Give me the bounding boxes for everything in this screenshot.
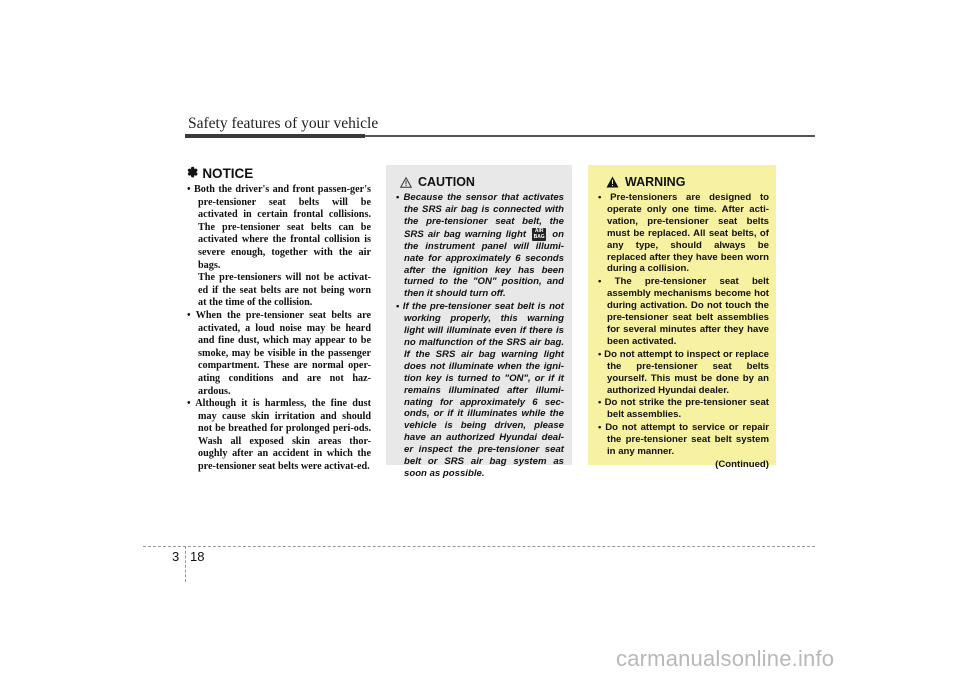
list-item xyxy=(596,397,769,421)
page-number: 18 xyxy=(190,549,205,564)
caution-box xyxy=(386,165,572,479)
notice-item-text: The pre-tensioners will not be activat-ed if the seat belts are not being worn at the time of the collision. xyxy=(198,272,371,309)
warning-item-text: Do not attempt to inspect or replace the pre-tensioner seat belts yourself. This must be done by an authorized Hyundai dealer. xyxy=(604,348,769,396)
notice-symbol-icon: ✽ xyxy=(187,165,199,180)
warning-item-text: Do not attempt to service or repair the pre-tensioner seat belt system in any manner. xyxy=(605,422,769,458)
footer-divider xyxy=(185,546,186,582)
notice-item-text: When the pre-tensioner seat belts are activated, a loud noise may be heard and fine dust, which may appear to be smoke, may be visible in the passenger compartment. These are normal oper-ating conditions and are not haz-ardous. xyxy=(195,309,371,397)
list-item xyxy=(187,398,371,474)
section-title: Safety features of your vehicle xyxy=(188,115,379,132)
caution-item-text: Because the sensor that activates the SRS air bag is connected with the pre-tensioner seat belt, the SRS air bag warning light xyxy=(403,192,564,240)
warning-triangle-icon xyxy=(606,176,619,188)
notice-title: NOTICE xyxy=(202,165,254,181)
notice-item-text: Both the driver's and front passen-ger's pre-tensioner seat belts will be activated in certain frontal collisions. The pre-tensioner seat belts can be activated where the frontal collision is severe enough, together with the air bags. xyxy=(193,184,371,271)
warning-item-text: Pre-tensioners are designed to operate only one time. After acti-vation, pre-tensioner seat belts must be replaced. All seat belts, of any type, should always be replaced after they have been worn during a collision. xyxy=(607,192,770,275)
caution-triangle-icon xyxy=(400,177,412,188)
caution-title: CAUTION xyxy=(418,175,475,189)
notice-heading xyxy=(187,165,371,181)
notice-section xyxy=(187,165,371,474)
footer-rule xyxy=(143,546,815,547)
chapter-number: 3 xyxy=(172,549,180,564)
warning-list xyxy=(596,192,769,458)
title-rule xyxy=(365,135,815,137)
warning-heading xyxy=(606,175,769,189)
list-item xyxy=(187,184,371,310)
title-underline xyxy=(185,134,365,138)
list-item xyxy=(394,301,564,480)
continued-label: (Continued) xyxy=(715,458,769,470)
warning-item-text: Do not strike the pre-tensioner seat belt assemblies. xyxy=(604,397,770,421)
caution-item-text: If the pre-tensioner seat belt is not working properly, this warning light will illuminate even if there is no malfunction of the SRS air bag. If the SRS air bag warning light does not illuminate when the igni-tion key is turned to "ON", or if it remains illuminated after illumi-nating for approximately 6 sec-onds, or if it illuminates while the vehicle is being driven, please have an authorized Hyundai deal-er inspect the pre-tensioner seat belt or SRS air bag system as soon as possible. xyxy=(402,301,564,479)
caution-list xyxy=(394,192,564,480)
list-item xyxy=(394,192,564,300)
list-item xyxy=(187,310,371,398)
caution-item-text: on the instrument panel will illumi-nate for approximately 6 seconds after the ignition key has been turned to the "ON" position, and then it should turn off. xyxy=(404,228,564,300)
caution-heading xyxy=(400,175,564,189)
watermark: carmanualsonline.info xyxy=(616,646,835,671)
list-item xyxy=(596,349,769,397)
list-item xyxy=(596,422,769,458)
airbag-warning-icon: AIR BAG xyxy=(533,227,545,240)
list-item xyxy=(596,192,769,275)
notice-item-text: Although it is harmless, the fine dust may cause skin irritation and should not be breathed for prolonged peri-ods. Wash all exposed skin areas thor-oughly after an accident in which the pre-tensioner seat belts were activat-ed. xyxy=(195,398,371,473)
warning-title: WARNING xyxy=(625,175,686,189)
warning-box xyxy=(588,165,776,470)
list-item xyxy=(596,276,769,347)
notice-list xyxy=(187,184,371,474)
warning-item-text: The pre-tensioner seat belt assembly mechanisms become hot during activation. Do not touch the pre-tensioner seat belt assemblies for several minutes after they have been activated. xyxy=(607,276,769,347)
